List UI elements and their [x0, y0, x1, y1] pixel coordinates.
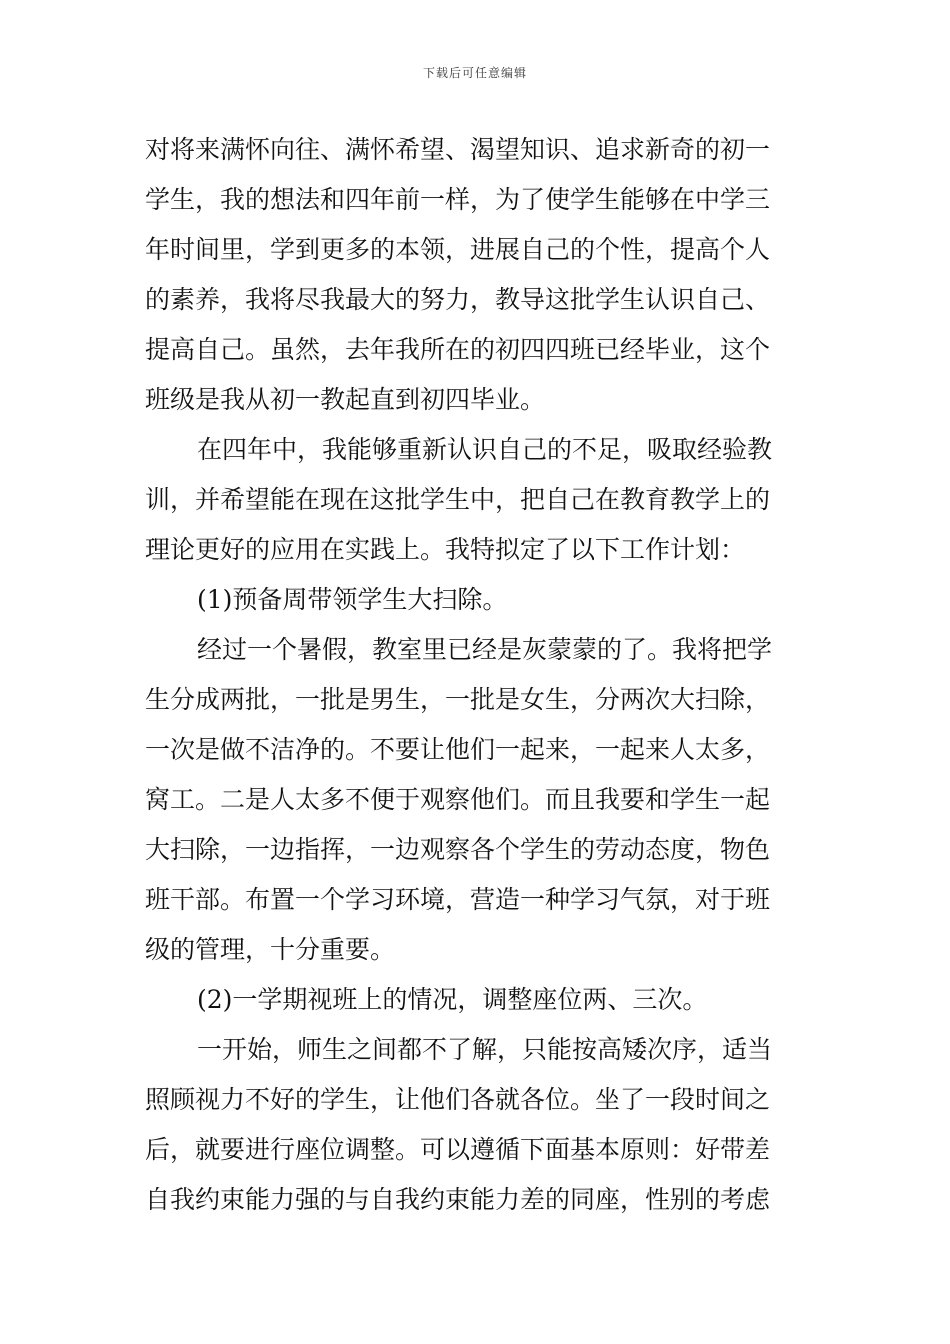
text-line: 的素养，我将尽我最大的努力，教导这批学生认识自己、 — [145, 285, 771, 314]
text-line: 级的管理，十分重要。 — [145, 935, 396, 964]
text-line: 班干部。布置一个学习环境，营造一种学习气氛，对于班 — [145, 885, 771, 914]
text-line: 大扫除，一边指挥，一边观察各个学生的劳动态度，物色 — [145, 835, 771, 864]
text-line: 班级是我从初一教起直到初四毕业。 — [145, 385, 546, 414]
text-line: 一开始，师生之间都不了解，只能按高矮次序，适当 — [197, 1035, 773, 1064]
text-line: (1)预备周带领学生大扫除。 — [197, 585, 508, 614]
text-line: 训，并希望能在现在这批学生中，把自己在教育教学上的 — [145, 485, 771, 514]
text-line: 窝工。二是人太多不便于观察他们。而且我要和学生一起 — [145, 785, 771, 814]
body-text — [145, 125, 807, 1225]
text-line: 后，就要进行座位调整。可以遵循下面基本原则：好带差 — [145, 1135, 771, 1164]
text-line: 生分成两批，一批是男生，一批是女生，分两次大扫除， — [145, 685, 771, 714]
text-line: 对将来满怀向往、满怀希望、渴望知识、追求新奇的初一 — [145, 135, 771, 164]
text-line: (2)一学期视班上的情况，调整座位两、三次。 — [197, 985, 708, 1014]
text-line: 年时间里，学到更多的本领，进展自己的个性，提高个人 — [145, 235, 771, 264]
text-line: 自我约束能力强的与自我约束能力差的同座，性别的考虑 — [145, 1185, 771, 1214]
text-line: 理论更好的应用在实践上。我特拟定了以下工作计划： — [145, 535, 746, 564]
text-line: 学生，我的想法和四年前一样，为了使学生能够在中学三 — [145, 185, 771, 214]
text-line: 经过一个暑假，教室里已经是灰蒙蒙的了。我将把学 — [197, 635, 773, 664]
text-line: 在四年中，我能够重新认识自己的不足，吸取经验教 — [197, 435, 773, 464]
text-line: 一次是做不洁净的。不要让他们一起来，一起来人太多， — [145, 735, 771, 764]
text-line: 提高自己。虽然，去年我所在的初四四班已经毕业，这个 — [145, 335, 771, 364]
page-header: 下载后可任意编辑 — [422, 66, 527, 80]
text-line: 照顾视力不好的学生，让他们各就各位。坐了一段时间之 — [145, 1085, 771, 1114]
